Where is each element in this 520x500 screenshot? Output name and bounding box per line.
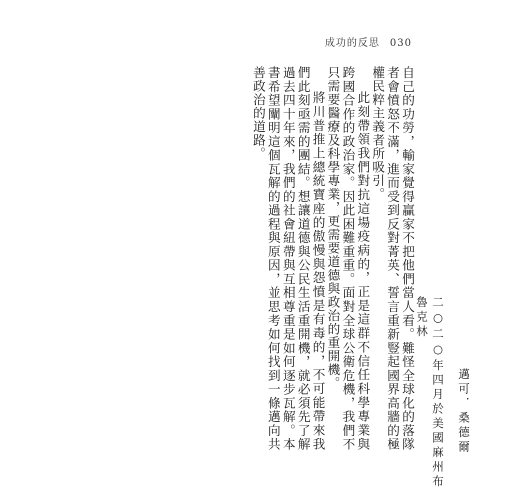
- author-signature: 邁可．桑德爾: [457, 368, 471, 455]
- running-header: [325, 34, 412, 49]
- paragraph-1: 自己的功勞，輸家覺得贏家不把他們當人看。難怪全球化的落隊者會憤怒不滿，進而受到反對菁英、誓言重新豎起國界高牆的極權民粹主義者所吸引。: [370, 66, 415, 451]
- paragraph-3: 將川普推上總統寶座的傲慢與怨憤是有毒的，不可能帶來我們此刻亟需的團結。想讓道德與公民生活重開機，就必須先了解過去四十年來，我們的社會紐帶與互相尊重是如何逐步瓦解。本書希望闡明這個瓦解的過程與原因，並思考如何找到一條邁向共善政治的道路。: [250, 66, 326, 451]
- paragraph-2: 此刻帶領我們對抗這場疫病的，正是這群不信任科學專業與跨國合作的政治家。因此困難重重。面對全球公衛危機，我們不只需要醫療及科學專業，更需要道德與政治的重開機。: [325, 66, 371, 451]
- book-title: 成功的反思: [324, 38, 380, 49]
- body-text: [250, 66, 414, 451]
- page-number: 030: [389, 38, 412, 49]
- signature-date-place: 二○二○年四月於美國麻州布魯克林: [415, 296, 445, 490]
